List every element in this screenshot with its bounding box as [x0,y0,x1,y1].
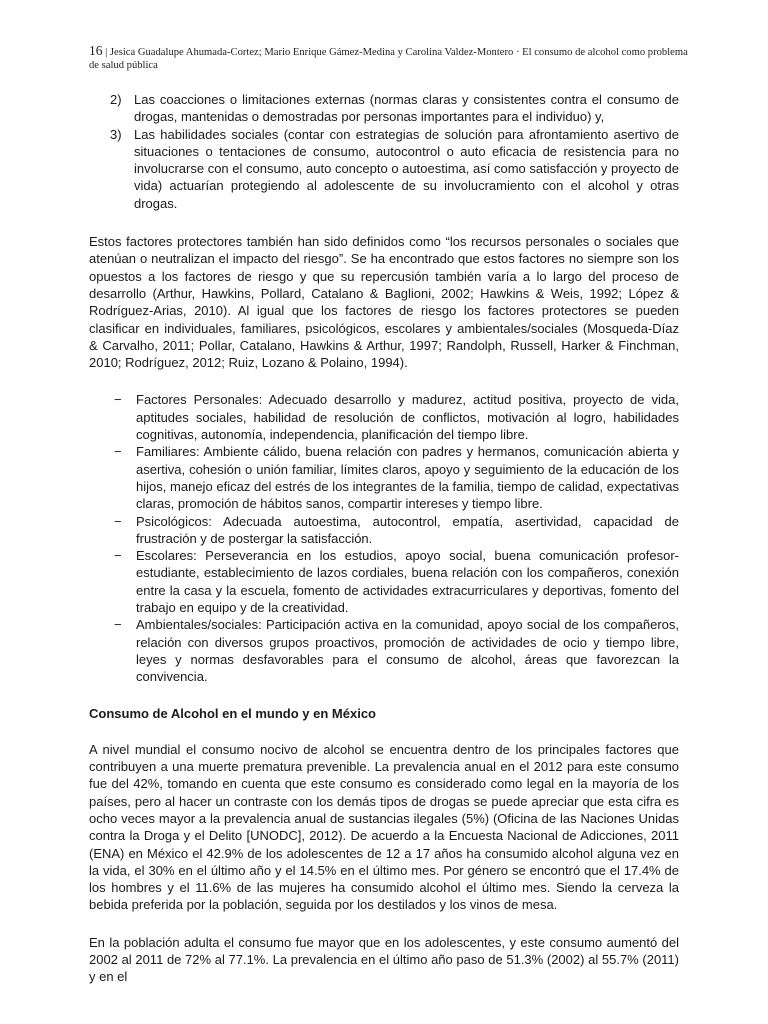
bullet-dash: − [114,392,122,408]
bullet-item [89,443,679,512]
bullet-item [89,513,679,548]
factor-bullet-list [89,391,679,685]
list-item-text: Las coacciones o limitaciones externas (normas claras y consistentes contra el consumo de drogas, mantenidas o demostradas por personas importantes para el individuo) y, [134,92,679,125]
list-item-text: Las habilidades sociales (contar con estrategias de solución para afrontamiento asertivo de situaciones o tentaciones de consumo, autocontrol o auto eficacia de resistencia para no involucrarse con el consumo, auto concepto o autoestima, así como satisfacción y proyecto de vida) actuarían protegiendo al adolescente de su involucramiento con el alcohol y otras drogas. [134,126,679,211]
paragraph-adult-population: En la población adulta el consumo fue mayor que en los adolescentes, y este consumo aumentó del 2002 al 2011 de 72% al 77.1%. La prevalencia en el último año paso de 51.3% (2002) al 55.7% (2011) y en el [89,934,679,985]
running-header [89,44,689,72]
bullet-text: Factores Personales: Adecuado desarrollo y madurez, actitud positiva, proyecto de vida, aptitudes sociales, habilidad de resolución de conflictos, motivación al logro, habilidades cognitivas, autonomía, independencia, planificación del tiempo libre. [136,392,679,443]
list-item [89,91,679,126]
bullet-dash: − [114,617,122,633]
bullet-item [89,547,679,616]
paragraph-world-mexico-consumption: A nivel mundial el consumo nocivo de alcohol se encuentra dentro de los principales factores que contribuyen a una muerte prematura prevenible. La prevalencia anual en el 2012 para este consumo fue del 42%, tomando en cuenta que este consumo es considerado como legal en la mayoría de los países, pero al hacer un contraste con los demás tipos de drogas se puede apreciar que esta cifra es ocho veces mayor a la prevalencia anual de sustancias ilegales (5%) (Oficina de las Naciones Unidas contra la Droga y el Delito [UNODC], 2012). De acuerdo a la Encuesta Nacional de Adicciones, 2011 (ENA) en México el 42.9% de los adolescentes de 12 a 17 años ha consumido alcohol alguna vez en la vida, el 30% en el último año y el 14.5% en el último mes. Por género se encontró que el 17.4% de los hombres y el 11.6% de las mujeres ha consumido alcohol el último mes. Siendo la cerveza la bebida preferida por la población, seguida por los destilados y los vinos de mesa. [89,741,679,913]
bullet-dash: − [114,513,122,529]
bullet-text: Ambientales/sociales: Participación activa en la comunidad, apoyo social de los compañeros, relación con diversos grupos proactivos, promoción de actividades de ocio y tiempo libre, leyes y normas desfavorables para el consumo de alcohol, áreas que favorezcan la convivencia. [136,617,679,685]
bullet-text: Familiares: Ambiente cálido, buena relación con padres y hermanos, comunicación abierta y asertiva, cohesión o unión familiar, límites claros, apoyo y seguimiento de la educación de los hijos, manejo eficaz del estrés de los integrantes de la familia, tiempo de calidad, expectativas claras, promoción de hábitos sanos, compartir intereses y tiempo libre. [136,444,679,512]
list-number: 2) [110,92,122,107]
bullet-text: Escolares: Perseverancia en los estudios, apoyo social, buena comunicación profesor-estudiante, establecimiento de lazos cordiales, buena relación con los compañeros, conexión entre la casa y la escuela, fomento de actividades extracurriculares y deportivas, fomento del trabajo en equipo y de la creatividad. [136,548,679,616]
bullet-item [89,616,679,685]
bullet-text: Psicológicos: Adecuada autoestima, autocontrol, empatía, asertividad, capacidad de frustración y de postergar la satisfacción. [136,513,679,546]
page-number: 16 [89,43,103,58]
paragraph-protective-factors: Estos factores protectores también han sido definidos como “los recursos personales o sociales que atenúan o neutralizan el impacto del riesgo”. Se ha encontrado que estos factores no siempre son los opuestos a los factores de riesgo y que su repercusión también varía a lo largo del proceso de desarrollo (Arthur, Hawkins, Pollard, Catalano & Baglioni, 2002; Hawkins & Weis, 1992; López & Rodríguez-Arias, 2010). Al igual que los factores de riesgo los factores protectores se pueden clasificar en individuales, familiares, psicológicos, escolares y ambientales/sociales (Mosqueda-Díaz & Carvalho, 2011; Pollar, Catalano, Hawkins & Arthur, 1997; Randolph, Russell, Harker & Finchman, 2010; Rodríguez, 2012; Ruiz, Lozano & Polaino, 1994). [89,234,679,371]
bullet-item [89,391,679,443]
list-item [89,126,679,212]
list-number: 3) [110,126,122,142]
numbered-list [89,91,679,212]
bullet-dash: − [114,548,122,564]
running-title: | Jesica Guadalupe Ahumada-Cortez; Mario Enrique Gámez-Medina y Carolina Valdez-Montero · El consumo de alcohol como problema de salud pública [89,47,688,71]
page-body [89,91,679,986]
bullet-dash: − [114,444,122,460]
section-heading: Consumo de Alcohol en el mundo y en México [89,705,376,721]
